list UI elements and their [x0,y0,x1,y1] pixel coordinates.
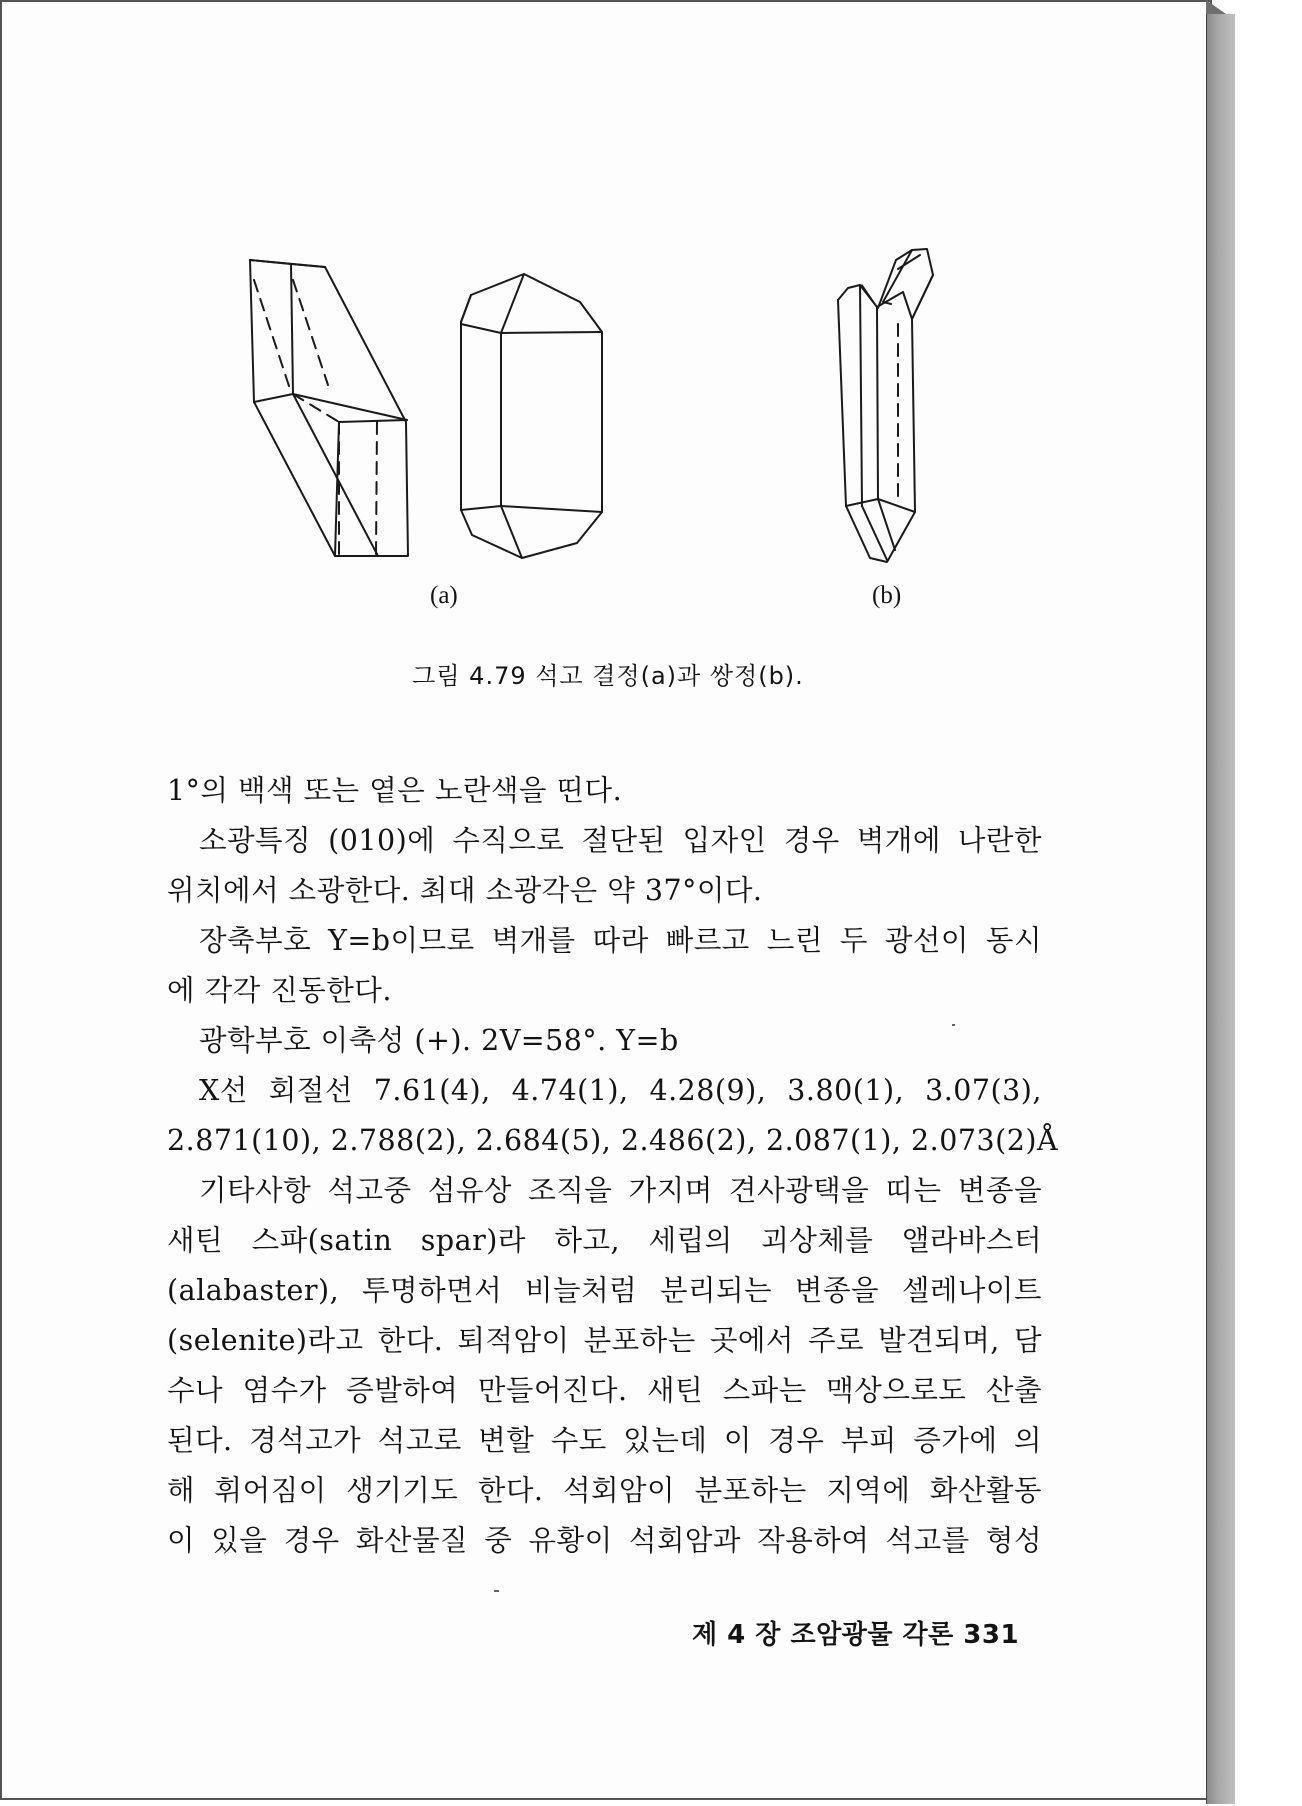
text-line: 된다. 경석고가 석고로 변할 수도 있는데 이 경우 부피 증가에 의 [167,1424,1042,1457]
text-line: 위치에서 소광한다. 최대 소광각은 약 37°이다. [167,874,763,907]
book-spine [1206,14,1235,1804]
text-line: 수나 염수가 증발하여 만들어진다. 새틴 스파는 맥상으로도 산출 [167,1374,1042,1407]
gypsum-crystal-hexagonal [461,274,602,558]
text-line: X선 회절선 7.61(4), 4.74(1), 4.28(9), 3.80(1), 3.07(3), [199,1074,1042,1107]
text-line: 이 있을 경우 화산물질 중 유황이 석회암과 작용하여 석고를 형성 [167,1524,1042,1557]
text-line: 기타사항 석고중 섬유상 조직을 가지며 견사광택을 띠는 변종을 [199,1174,1042,1207]
page-footer: 제 4 장 조암광물 각론 331 [692,1620,1020,1650]
body-text [167,766,1059,1566]
text-line: 장축부호 Y=b이므로 벽개를 따라 빠르고 느린 두 광선이 동시 [199,924,1042,957]
figure-label-a: (a) [430,582,458,609]
text-line: 에 각각 진동한다. [167,974,392,1007]
text-line: (selenite)라고 한다. 퇴적암이 분포하는 곳에서 주로 발견되며, 담 [167,1324,1042,1357]
gypsum-crystal-twin [838,249,933,562]
text-line: 해 휘어짐이 생기기도 한다. 석회암이 분포하는 지역에 화산활동 [167,1474,1042,1507]
text-line: 광학부호 이축성 (+). 2V=58°. Y=b [199,1024,679,1057]
speck [494,1590,499,1592]
text-line: (alabaster), 투명하면서 비늘처럼 분리되는 변종을 셀레나이트 [167,1274,1042,1307]
text-line: 1°의 백색 또는 옅은 노란색을 띤다. [167,774,623,807]
text-line: 소광특징 (010)에 수직으로 절단된 입자인 경우 벽개에 나란한 [199,824,1042,857]
figure-caption: 그림 4.79 석고 결정(a)과 쌍정(b). [412,662,804,690]
gypsum-crystal-prism [250,260,408,556]
speck [952,1024,955,1026]
figure-label-b: (b) [872,582,902,609]
text-line: 새틴 스파(satin spar)라 하고, 세립의 괴상체를 앨라바스터 [167,1224,1042,1257]
text-line: 2.871(10), 2.788(2), 2.684(5), 2.486(2), 2.087(1), 2.073(2)Å [167,1124,1059,1157]
crystal-figure [2,2,1214,702]
